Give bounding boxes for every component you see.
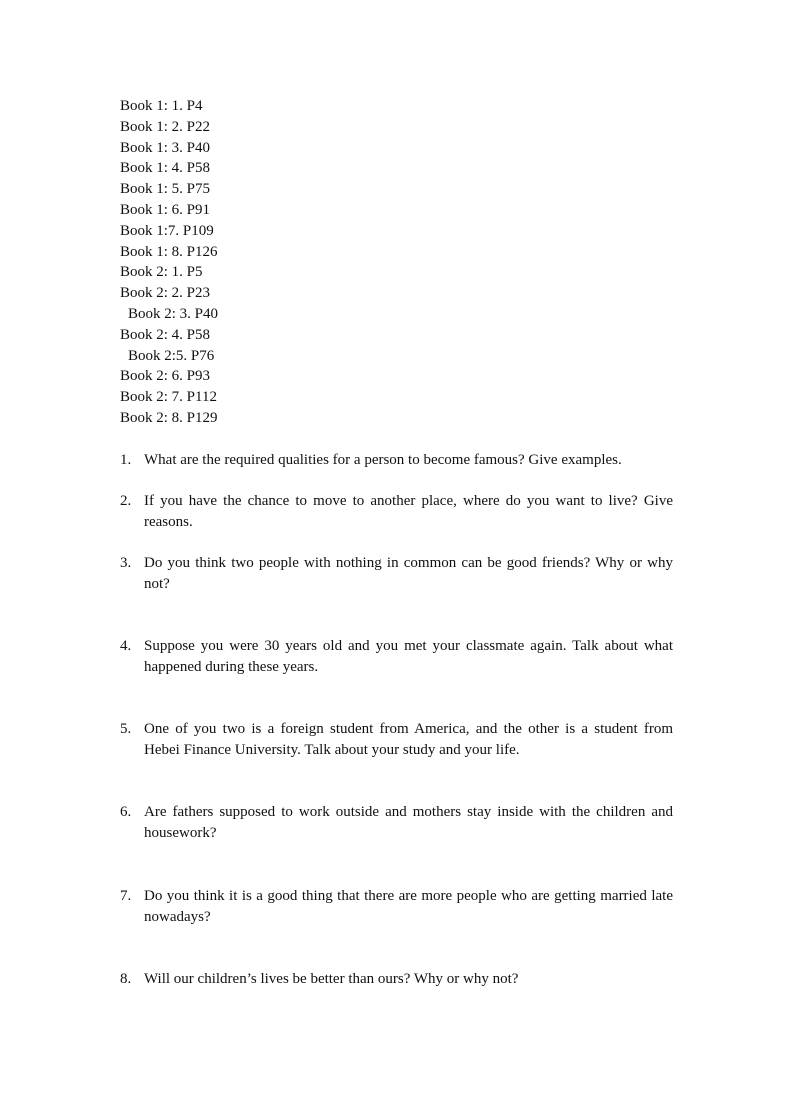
question-number: 7. bbox=[120, 888, 132, 904]
book-reference: Book 2: 8. P129 bbox=[120, 409, 218, 426]
question-number: 4. bbox=[120, 638, 132, 654]
question-text: Do you think two people with nothing in common can be good friends? Why or why not? bbox=[144, 555, 673, 592]
book-reference: Book 1: 2. P22 bbox=[120, 118, 211, 135]
book-reference: Book 1:7. P109 bbox=[120, 222, 214, 239]
book-reference-list bbox=[120, 96, 218, 429]
question-item bbox=[120, 450, 673, 471]
book-reference: Book 2: 2. P23 bbox=[120, 285, 211, 302]
question-text: If you have the chance to move to another place, where do you want to live? Give reasons. bbox=[144, 493, 673, 530]
question-text: What are the required qualities for a person to become famous? Give examples. bbox=[144, 452, 622, 468]
book-reference: Book 1: 3. P40 bbox=[120, 139, 211, 156]
book-reference: Book 1: 1. P4 bbox=[120, 98, 203, 114]
book-reference: Book 2: 4. P58 bbox=[120, 326, 211, 343]
question-text: Suppose you were 30 years old and you met your classmate again. Talk about what happened during these years. bbox=[144, 638, 673, 675]
question-item bbox=[120, 553, 673, 595]
question-item bbox=[120, 969, 673, 990]
book-reference: Book 1: 6. P91 bbox=[120, 201, 211, 218]
book-reference: Book 1: 4. P58 bbox=[120, 160, 211, 177]
question-number: 1. bbox=[120, 452, 132, 468]
question-text: Are fathers supposed to work outside and mothers stay inside with the children and housework? bbox=[144, 804, 673, 841]
question-text: Do you think it is a good thing that there are more people who are getting married late nowadays? bbox=[144, 888, 673, 925]
question-number: 3. bbox=[120, 555, 132, 571]
question-number: 6. bbox=[120, 804, 132, 820]
question-item bbox=[120, 491, 673, 533]
question-text: Will our children’s lives be better than ours? Why or why not? bbox=[144, 971, 519, 987]
book-reference: Book 2: 1. P5 bbox=[120, 264, 203, 281]
question-text: One of you two is a foreign student from America, and the other is a student from Hebei Finance University. Talk about your study and your life. bbox=[144, 721, 673, 758]
question-number: 5. bbox=[120, 721, 132, 737]
book-reference: Book 2: 6. P93 bbox=[120, 368, 211, 385]
question-number: 8. bbox=[120, 971, 132, 987]
book-reference: Book 2: 7. P112 bbox=[120, 389, 217, 406]
book-reference: Book 2:5. P76 bbox=[128, 347, 215, 364]
question-item bbox=[120, 636, 673, 678]
book-reference: Book 1: 5. P75 bbox=[120, 181, 211, 198]
question-item bbox=[120, 802, 673, 844]
question-number: 2. bbox=[120, 493, 132, 509]
question-item bbox=[120, 719, 673, 761]
book-reference: Book 2: 3. P40 bbox=[128, 305, 219, 322]
book-reference: Book 1: 8. P126 bbox=[120, 243, 218, 260]
question-item bbox=[120, 886, 673, 928]
